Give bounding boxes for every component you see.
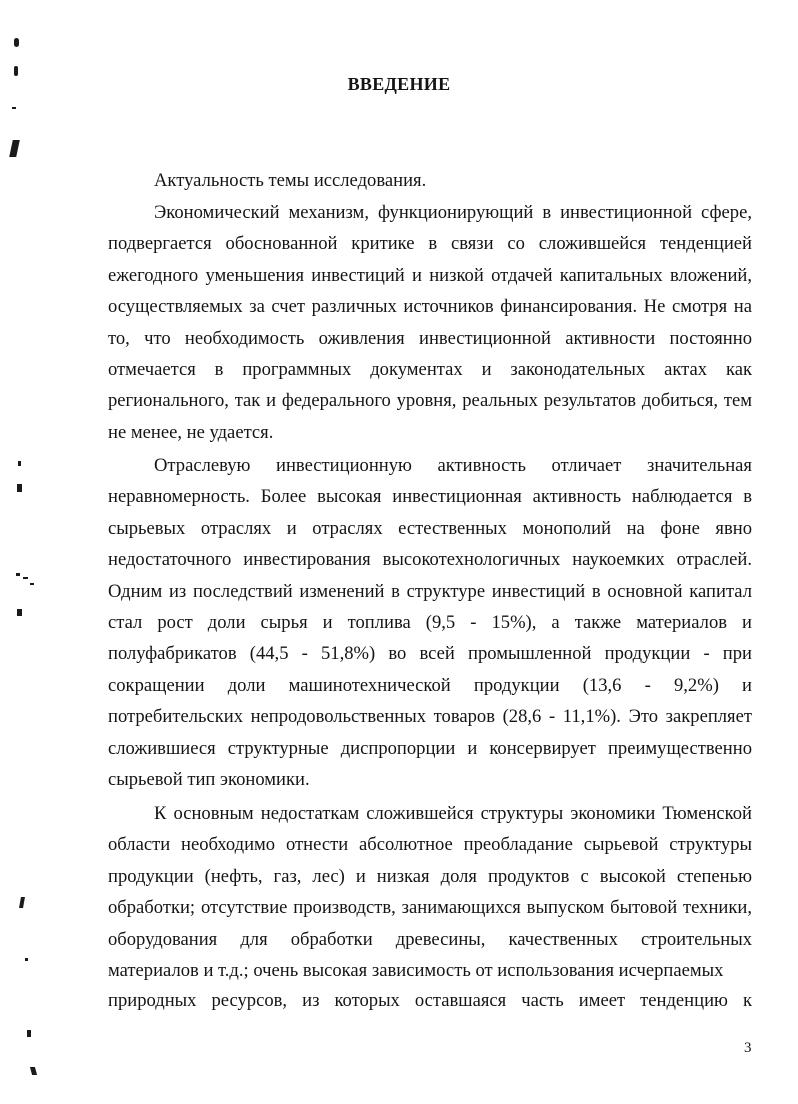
- scan-speck-mark: [16, 573, 20, 576]
- paragraph-last-line: [108, 985, 752, 1016]
- scan-speck-mark: [14, 66, 18, 76]
- paragraph-text: природных ресурсов, из которых оставшаяся часть имеет тенденцию к: [108, 990, 752, 1011]
- scan-speck-mark: [25, 958, 28, 961]
- page-title: ВВЕДЕНИЕ: [347, 74, 451, 94]
- paragraph-topic-relevance: [108, 165, 752, 196]
- scan-speck-mark: [18, 461, 21, 466]
- scan-speck-mark: [12, 107, 16, 109]
- page-number: 3: [744, 1040, 752, 1056]
- scan-speck-mark: [17, 484, 22, 492]
- scan-speck-mark: [30, 583, 34, 585]
- scan-speck-mark: [30, 1067, 37, 1075]
- paragraph-text: Экономический механизм, функционирующий в инвестиционной сфере, подвергается обоснованной критике в связи со сложившейся тенденцией ежегодного уменьшения инвестиций и низкой отдачей капитальных вложений, осуществляемых за счет различных источников финансирования. Не смотря на то, что необходимость оживления инвестиционной активности постоянно отмечается в программных документах и законодательных актах как регионального, так и федерального уровня, реальных результатов добиться, тем не менее, не удается.: [108, 202, 752, 443]
- scan-speck-mark: [9, 140, 20, 157]
- paragraph-text: Отраслевую инвестиционную активность отличает значительная неравномерность. Более высокая инвестиционная активность наблюдается в сырьевых отраслях и отраслях естественных монополий на фоне явно недостаточного инвестирования высокотехнологичных наукоемких отраслей. Одним из последствий изменений в структуре инвестиций в основной капитал стал рост доли сырья и топлива (9,5 - 15%), а также материалов и полуфабрикатов (44,5 - 51,8%) во всей промышленной продукции - при сокращении доли машинотехнической продукции (13,6 - 9,2%) и потребительских непродовольственных товаров (28,6 - 11,1%). Это закрепляет сложившиеся структурные диспропорции и консервирует преимущественно сырьевой тип экономики.: [108, 455, 752, 791]
- paragraph-text: Актуальность темы исследования.: [154, 170, 427, 191]
- scan-speck-mark: [19, 897, 25, 908]
- scan-speck-mark: [14, 38, 19, 47]
- paragraph-tyumen-economy: [108, 798, 752, 986]
- scan-speck-mark: [23, 577, 28, 579]
- paragraph-sector-activity: [108, 450, 752, 795]
- scan-speck-mark: [27, 1030, 31, 1037]
- paragraph-investment-mechanism: [108, 197, 752, 448]
- scan-speck-mark: [17, 609, 22, 616]
- paragraph-text: К основным недостаткам сложившейся структуры экономики Тюменской области необходимо отнести абсолютное преобладание сырьевой структуры продукции (нефть, газ, лес) и низкая доля продуктов с высокой степенью обработки; отсутствие производств, занимающихся выпуском бытовой техники, оборудования для обработки древесины, качественных строительных материалов и т.д.; очень высокая зависимость от использования исчерпаемых: [108, 803, 752, 982]
